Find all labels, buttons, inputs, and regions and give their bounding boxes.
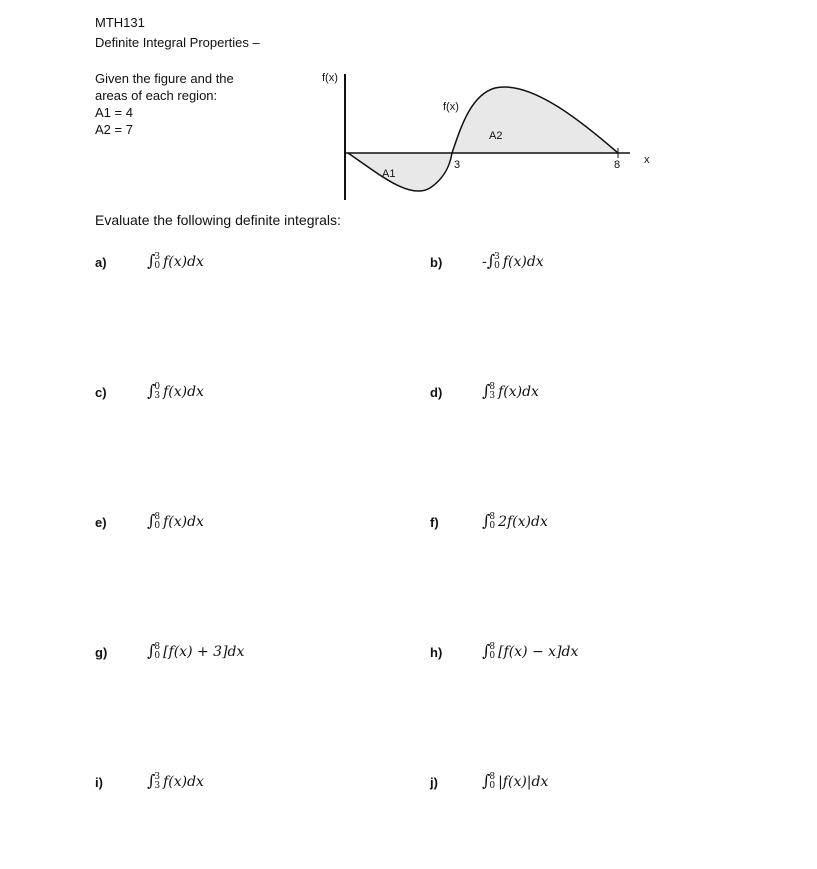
integral-expression: [147, 641, 244, 661]
integral-sign-icon: ∫: [482, 641, 491, 660]
upper-limit: 8: [489, 512, 496, 522]
integral-limits: [489, 773, 495, 791]
integral-expression: [147, 771, 204, 791]
integral-sign-icon: ∫: [147, 511, 156, 530]
integrand: f(x)dx: [163, 774, 204, 790]
function-graph: [300, 60, 680, 220]
area-a1-value: A1 = 4: [95, 105, 133, 120]
integral-limits: [154, 383, 160, 401]
upper-limit: 8: [489, 772, 496, 782]
region-a1-shading: [348, 153, 452, 191]
given-line-2: areas of each region:: [95, 88, 218, 103]
integrand: |f(x)|dx: [498, 774, 549, 790]
integral-expression: [482, 251, 544, 271]
problem-label: d): [430, 385, 443, 400]
lower-limit: 0: [489, 781, 496, 791]
integral-expression: [482, 641, 578, 661]
integral-expression: [147, 251, 204, 271]
problem-label: i): [95, 775, 103, 790]
problem-label: g): [95, 645, 108, 660]
upper-limit: 8: [154, 512, 161, 522]
lower-limit: 3: [154, 391, 161, 401]
lower-limit: 0: [154, 651, 161, 661]
integral-sign-icon: ∫: [482, 771, 491, 790]
region-a2-label: A2: [489, 130, 503, 142]
integral-expression: [147, 381, 204, 401]
integral-sign-icon: ∫: [482, 381, 491, 400]
integral-sign-icon: ∫: [147, 381, 156, 400]
integrand: f(x)dx: [498, 384, 539, 400]
lower-limit: 3: [154, 781, 161, 791]
upper-limit: 8: [489, 382, 496, 392]
integral-expression: [482, 381, 539, 401]
x-axis-label: x: [644, 154, 650, 166]
expression-prefix: -: [482, 254, 487, 270]
integral-limits: [489, 513, 495, 531]
lower-limit: 0: [489, 521, 496, 531]
lower-limit: 0: [494, 261, 500, 271]
given-text: [95, 70, 234, 138]
lower-limit: 0: [154, 521, 161, 531]
integral-limits: [154, 643, 160, 661]
integral-limits: [154, 773, 160, 791]
tick-label-3: 3: [454, 159, 461, 171]
integral-limits: [489, 383, 495, 401]
integrand: f(x)dx: [502, 254, 544, 270]
integral-sign-icon: ∫: [147, 771, 156, 790]
integrand: [f(x) − x]dx: [498, 644, 579, 660]
integrand: f(x)dx: [163, 384, 204, 400]
region-a2-shading: [452, 87, 618, 153]
integral-expression: [482, 771, 548, 791]
lower-limit: 0: [154, 261, 161, 271]
worksheet-title: Definite Integral Properties –: [95, 35, 260, 50]
integral-limits: [154, 253, 160, 271]
region-a1-label: A1: [382, 168, 396, 180]
upper-limit: 8: [154, 642, 161, 652]
given-line-1: Given the figure and the: [95, 71, 234, 86]
integral-expression: [482, 511, 548, 531]
upper-limit: 3: [494, 252, 500, 262]
problem-label: a): [95, 255, 107, 270]
lower-limit: 0: [489, 651, 496, 661]
integral-sign-icon: ∫: [482, 511, 491, 530]
integral-limits: [489, 643, 495, 661]
instruction-text: Evaluate the following definite integrals:: [95, 212, 341, 228]
integral-sign-icon: ∫: [147, 641, 156, 660]
integrand: f(x)dx: [163, 514, 204, 530]
problem-label: e): [95, 515, 107, 530]
lower-limit: 3: [489, 391, 496, 401]
problem-label: c): [95, 385, 107, 400]
integral-limits: [154, 513, 160, 531]
integral-sign-icon: ∫: [486, 251, 496, 270]
problem-label: b): [430, 255, 443, 270]
integral-expression: [147, 511, 204, 531]
upper-limit: 8: [489, 642, 496, 652]
integral-sign-icon: ∫: [147, 251, 156, 270]
problem-label: f): [430, 515, 439, 530]
integrand: 2f(x)dx: [498, 514, 548, 530]
problem-label: h): [430, 645, 443, 660]
upper-limit: 3: [154, 252, 161, 262]
y-axis-label: f(x): [322, 72, 338, 84]
integrand: f(x)dx: [163, 254, 204, 270]
upper-limit: 3: [154, 772, 161, 782]
upper-limit: 0: [154, 382, 161, 392]
tick-label-8: 8: [614, 159, 621, 171]
problem-label: j): [430, 775, 438, 790]
integrand: [f(x) + 3]dx: [163, 644, 245, 660]
area-a2-value: A2 = 7: [95, 122, 133, 137]
course-code: MTH131: [95, 15, 145, 30]
curve-label: f(x): [443, 101, 459, 113]
